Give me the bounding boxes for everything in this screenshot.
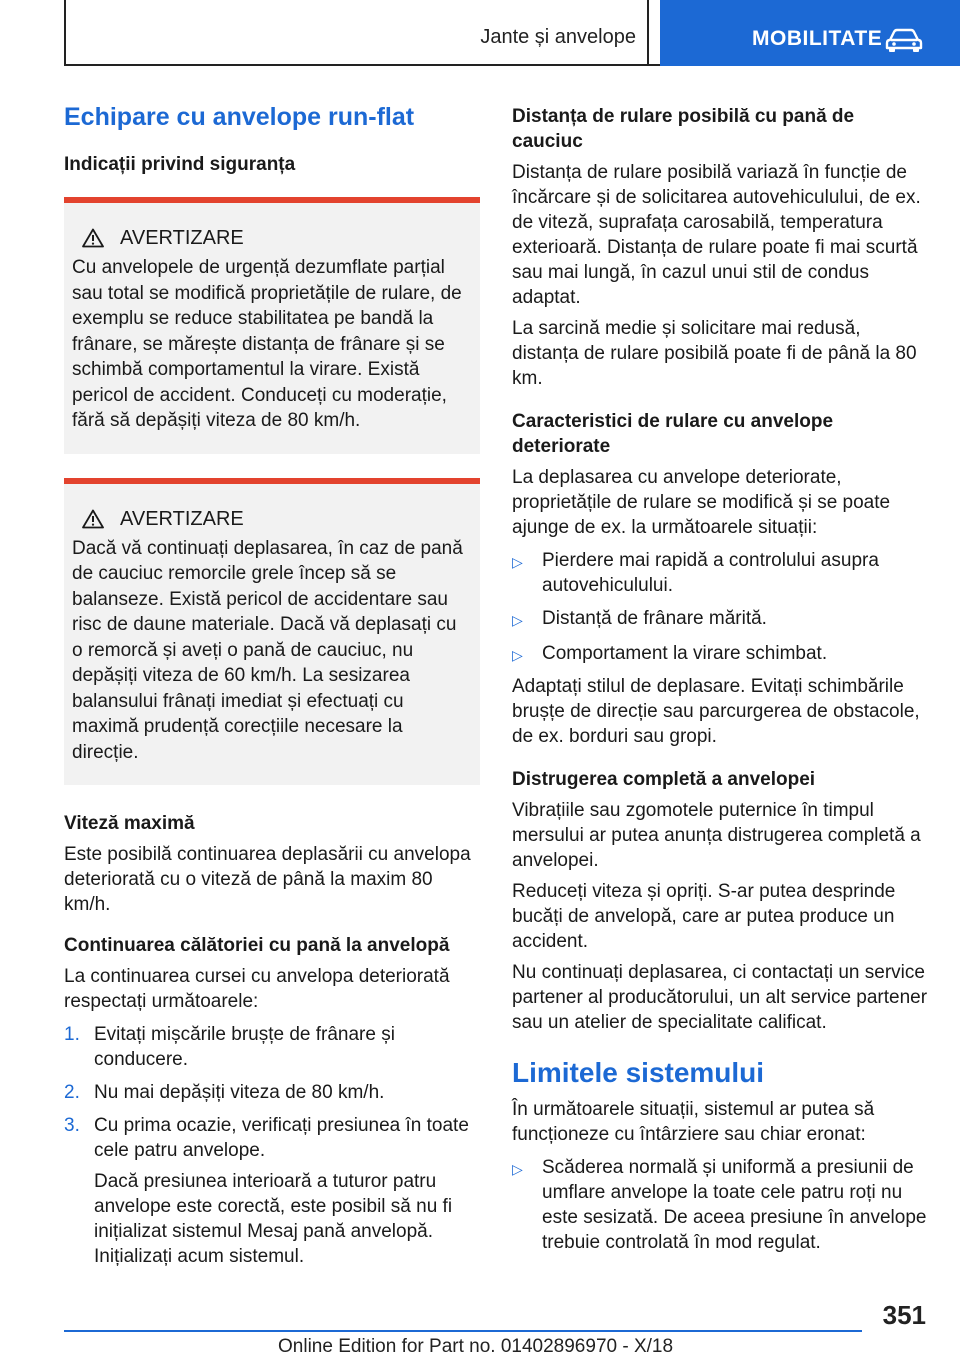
section-heading: Echipare cu anvelope run-flat [64, 103, 415, 131]
triangle-bullet-icon: ▷ [512, 1161, 523, 1177]
warning-text: Dacă vă continuați deplasarea, în caz de pană de cauciuc remorcile grele încep să se balanseze. Există pericol de accidentare sau risc de daune materiale. Dacă vă deplasați cu o remorcă și aveți o pană de cauciuc, nu depășiți viteza de 60 km/h. La sesizarea balansului frânați imediat și efectuați cu maximă prudență corecțiile necesare la direcție. [72, 537, 463, 763]
chapter-tab[interactable] [660, 0, 960, 66]
limits-title: Limitele sistemului [512, 1057, 765, 1088]
steps-list [64, 1022, 480, 1163]
warning-box [64, 197, 480, 454]
triangle-bullet-icon: ▷ [512, 554, 523, 570]
step-number: 1. [64, 1024, 80, 1045]
speed-text: Este posibilă continuarea deplasării cu anvelopa deteriorată cu o viteză de până la maxim 80 km/h. [64, 844, 471, 915]
distance-heading: Distanța de rulare posibilă cu pană de cauciuc [512, 106, 855, 152]
list-item-text: Pierdere mai rapidă a controlului asupra autovehiculului. [542, 550, 879, 596]
limits-list [512, 1155, 928, 1255]
destroy-text: Vibrațiile sau zgomotele puternice în timpul mersului ar putea anunța distrugerea completă a anvelopei. [512, 800, 921, 871]
limits-text: În următoarele situații, sistemul ar putea să funcționeze cu întârziere sau chiar eronat: [512, 1099, 875, 1145]
distance-text: La sarcină medie și solicitare mai redusă, distanța de rulare posibilă poate fi de până la 80 km. [512, 318, 917, 389]
list-item-text: Distanță de frânare mărită. [542, 608, 767, 629]
warning-text: Cu anvelopele de urgență dezumflate parțial sau total se modifică proprietățile de rulare, de exemplu se reduce stabilitatea pe bandă la frânare, se mărește distanța de frânare și se schimbă comportamentul la virare. Există pericol de accident. Conduceți cu moderație, fără să depășiți viteza de 80 km/h. [72, 257, 462, 431]
continue-heading: Continuarea călătoriei cu pană la anvelopă [64, 935, 450, 956]
left-column [64, 100, 480, 1269]
warning-box [64, 478, 480, 786]
step-text: Evitați mișcările brușțe de frânare și conducere. [94, 1024, 395, 1070]
destroy-text: Reduceți viteza și opriți. S-ar putea desprinde bucăți de anvelopă, care ar putea produce un accident. [512, 881, 896, 952]
distance-text: Distanța de rulare posibilă variază în funcție de încărcare și de solicitarea autovehiculului, de ex. de viteză, suprafața carosabilă, temperatura exterioară. Distanța de rulare poate fi mai scurtă sau mai lungă, în cazul unui stil de condus adaptat. [512, 162, 921, 308]
list-item [512, 641, 928, 668]
list-item [64, 1113, 480, 1163]
list-item-text: Scăderea normală și uniformă a presiunii de umflare anvelope la toate cele patru roți nu este sesizată. De aceea presiune în anvelope trebuie controlată în mod regulat. [542, 1157, 927, 1253]
edition-footer: Online Edition for Part no. 01402896970 - X/18 [278, 1336, 674, 1357]
warning-label: AVERTIZARE [120, 507, 244, 530]
car-icon [884, 28, 924, 52]
continue-text: La continuarea cursei cu anvelopa deteriorată respectați următoarele: [64, 966, 450, 1012]
list-item [512, 1155, 928, 1255]
section-title: Jante și anvelope [480, 26, 636, 48]
header-underline [64, 64, 660, 66]
header-divider-left [64, 0, 66, 66]
warning-triangle-icon [82, 509, 104, 529]
warning-triangle-icon [82, 228, 104, 248]
step-number: 2. [64, 1082, 80, 1103]
footer-divider [64, 1330, 862, 1332]
step-text: Nu mai depășiți viteza de 80 km/h. [94, 1082, 385, 1103]
step-text: Cu prima ocazie, verificați presiunea în toate cele patru anvelope. [94, 1115, 469, 1161]
step-number: 3. [64, 1115, 80, 1136]
speed-heading: Viteză maximă [64, 813, 195, 834]
chapter-tab-label: MOBILITATE [752, 27, 883, 50]
destroy-text: Nu continuați deplasarea, ci contactați un service partener al producătorului, un alt service partener sau un atelier de specialitate calificat. [512, 962, 928, 1033]
safety-heading: Indicații privind siguranța [64, 154, 296, 175]
triangle-bullet-icon: ▷ [512, 612, 523, 628]
characteristics-text: La deplasarea cu anvelope deteriorate, proprietățile de rulare se modifică și se poate ajunge de ex. la următoarele situații: [512, 467, 891, 538]
warning-label: AVERTIZARE [120, 227, 244, 249]
list-item [64, 1080, 480, 1105]
step-note: Dacă presiunea interioară a tuturor patru anvelope este corectă, este posibil să nu fi inițializat sistemul Mesaj pană anvelopă. Inițializați acum sistemul. [94, 1171, 453, 1267]
list-item-text: Comportament la virare schimbat. [542, 643, 828, 664]
list-item [512, 548, 928, 598]
characteristics-list [512, 548, 928, 668]
page-number: 351 [882, 1300, 926, 1330]
triangle-bullet-icon: ▷ [512, 647, 523, 663]
characteristics-heading: Caracteristici de rulare cu anvelope deteriorate [512, 411, 834, 457]
destroy-heading: Distrugerea completă a anvelopei [512, 769, 816, 790]
header-divider-mid [647, 0, 649, 66]
characteristics-after: Adaptați stilul de deplasare. Evitați schimbările brușțe de direcție sau parcurgerea de obstacole, de ex. borduri sau gropi. [512, 676, 920, 747]
list-item [64, 1022, 480, 1072]
list-item [512, 606, 928, 633]
right-column [512, 100, 928, 1255]
